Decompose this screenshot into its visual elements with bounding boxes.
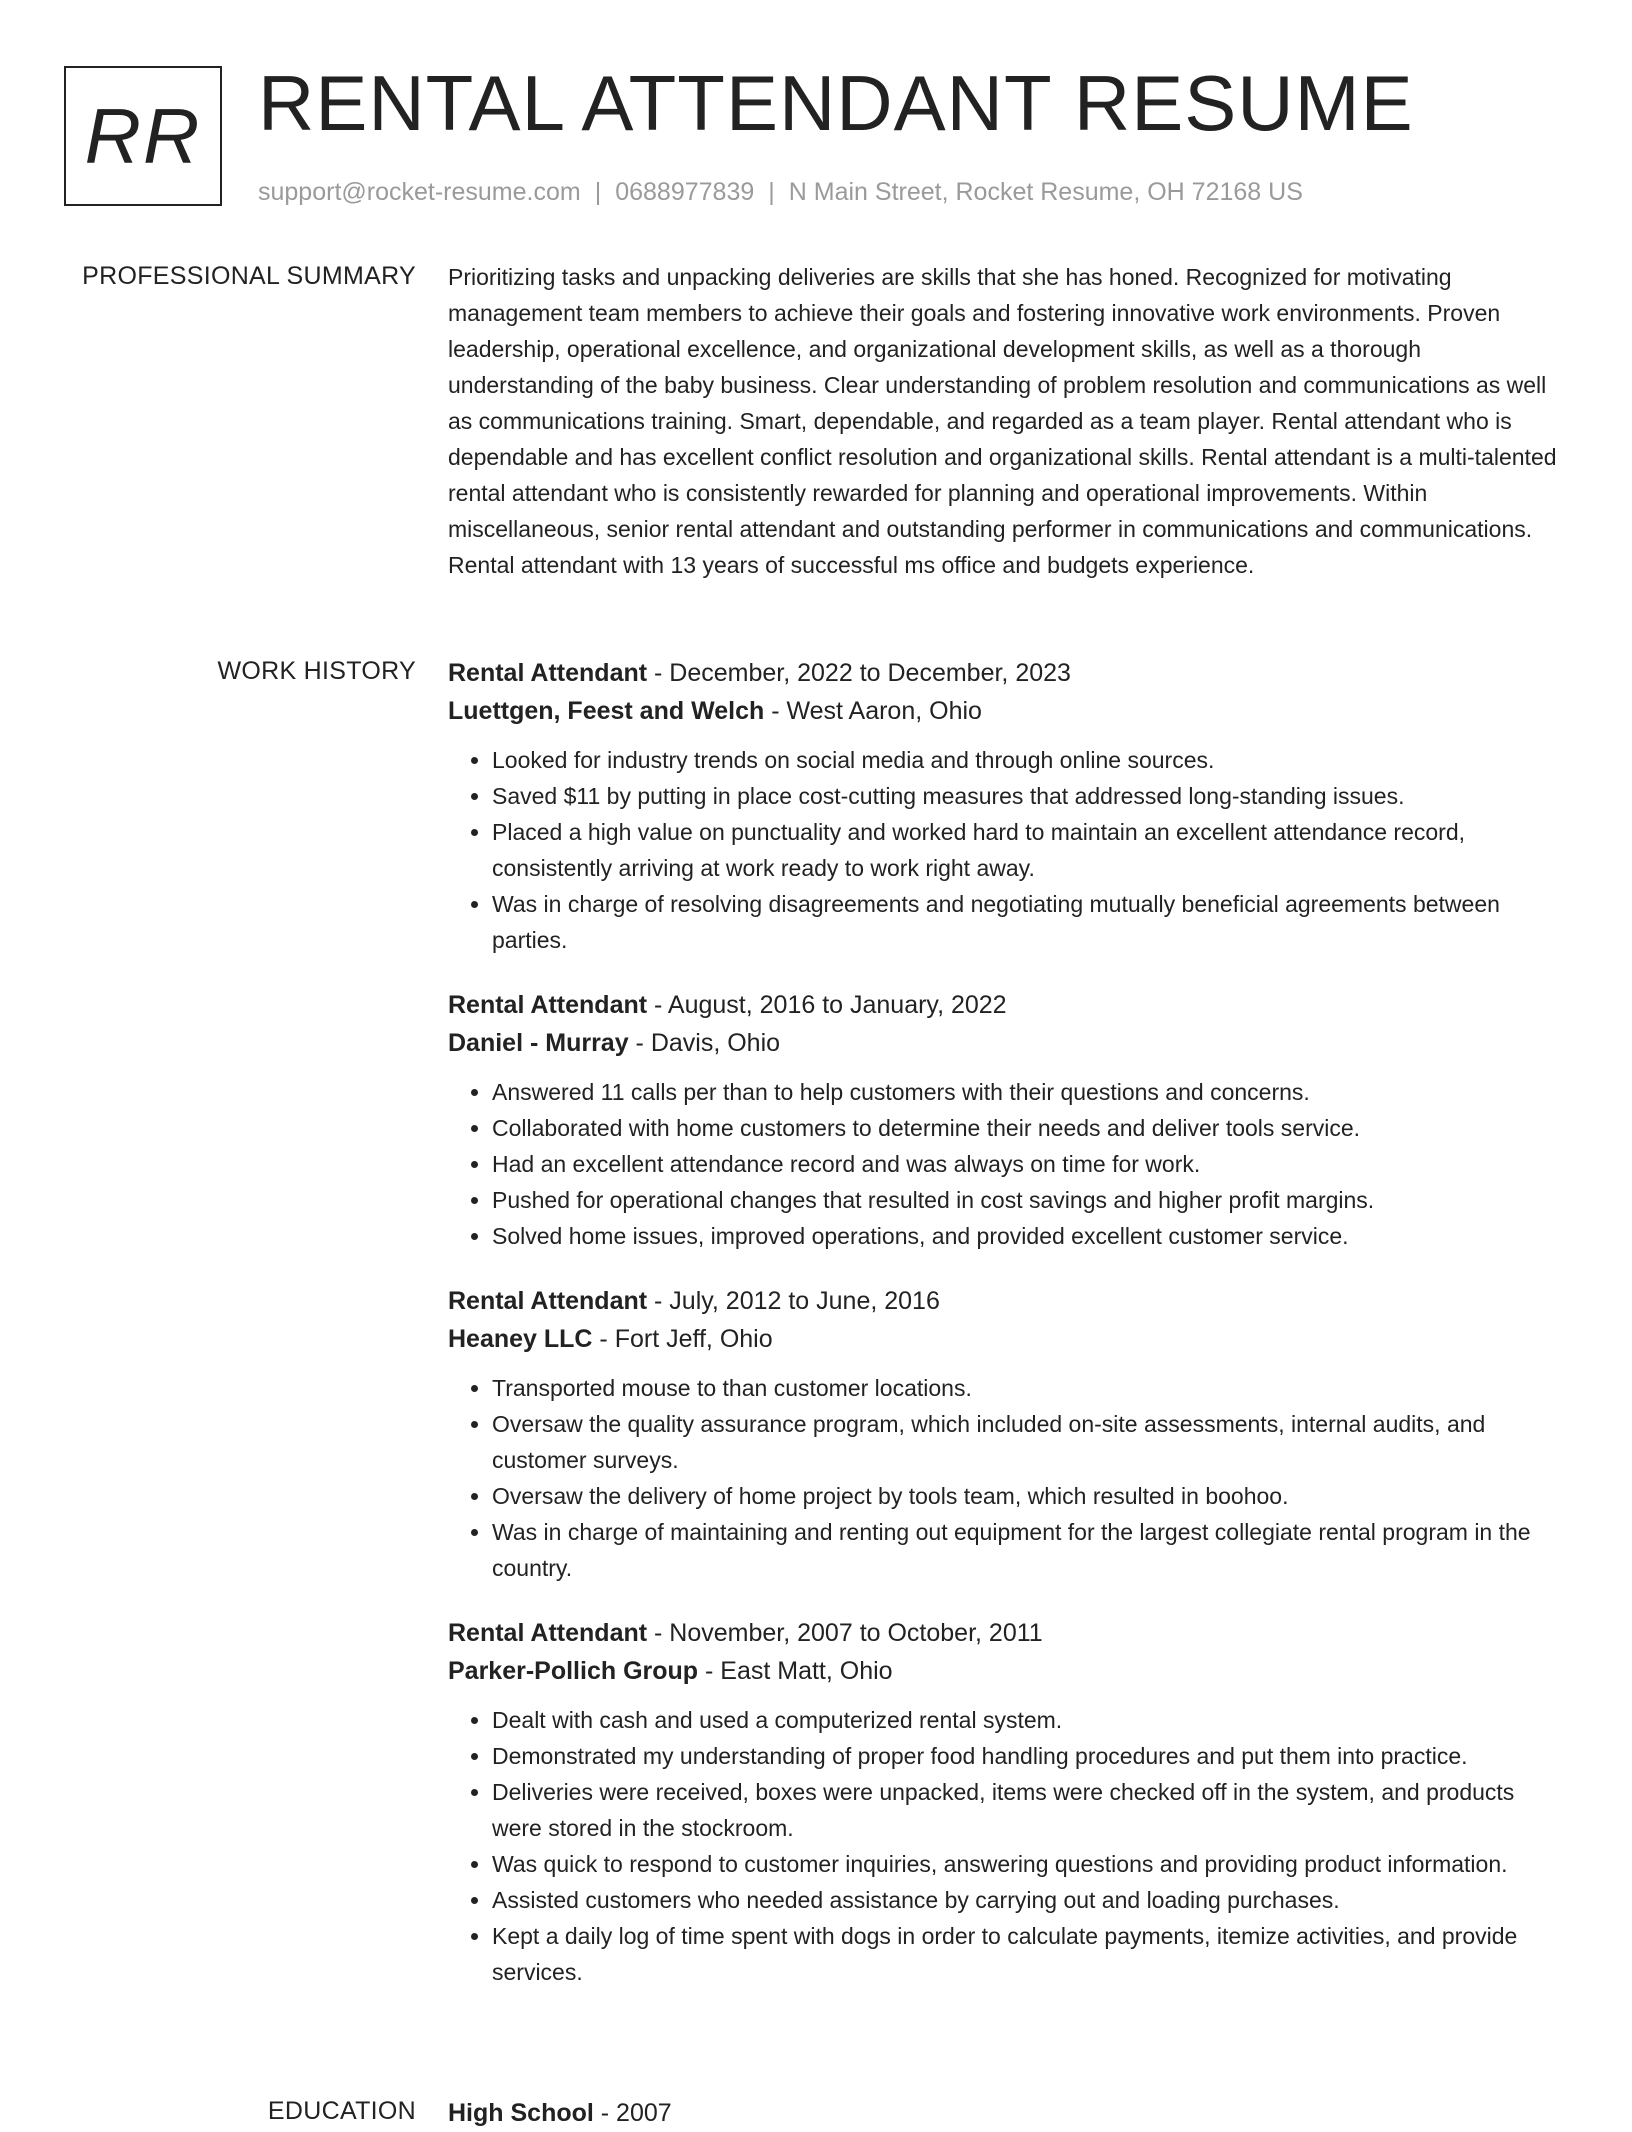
contact-address: N Main Street, Rocket Resume, OH 72168 US xyxy=(788,178,1303,206)
job-company: Heaney LLC xyxy=(448,1325,593,1353)
monogram-logo: RR xyxy=(64,66,222,206)
job-bullet: • Solved home issues, improved operations, and provided excellent customer service. xyxy=(492,1218,1566,1254)
job-bullet: • Was quick to respond to customer inquiries, answering questions and providing product information. xyxy=(492,1846,1566,1882)
job-bullet: • Looked for industry trends on social media and through online sources. xyxy=(492,742,1566,778)
resume-title: RENTAL ATTENDANT RESUME xyxy=(258,59,1414,147)
job-bullet: • Collaborated with home customers to determine their needs and deliver tools service. xyxy=(492,1110,1566,1146)
job-title-line xyxy=(448,1614,1566,1652)
job-company-line xyxy=(448,692,1566,730)
education-entry xyxy=(448,2094,1566,2132)
job-company-line xyxy=(448,1024,1566,1062)
job-dates: - November, 2007 to October, 2011 xyxy=(647,1619,1043,1647)
job-company: Parker-Pollich Group xyxy=(448,1657,699,1685)
summary-section xyxy=(448,259,1566,583)
job-bullet: • Assisted customers who needed assistance by carrying out and loading purchases. xyxy=(492,1882,1566,1918)
job-dates: - July, 2012 to June, 2016 xyxy=(647,1287,940,1315)
job-title-line xyxy=(448,1282,1566,1320)
job-bullet: • Placed a high value on punctuality and worked hard to maintain an excellent attendance record, consistently arriving at work ready to work right away. xyxy=(492,814,1566,886)
contact-separator: | xyxy=(594,178,602,206)
education-degree: High School xyxy=(448,2099,594,2127)
job-bullet: • Answered 11 calls per than to help customers with their questions and concerns. xyxy=(492,1074,1566,1110)
summary-text: Prioritizing tasks and unpacking deliveries are skills that she has honed. Recognized for motivating management team members to achieve their goals and fostering innovative work environments. Proven leadership, operational excellence, and organizational development skills, as well as a thorough understanding of the baby business. Clear understanding of problem resolution and communications as well as communications training. Smart, dependable, and regarded as a team player. Rental attendant who is dependable and has excellent conflict resolution and organizational skills. Rental attendant is a multi-talented rental attendant who is consistently rewarded for planning and operational improvements. Within miscellaneous, senior rental attendant and outstanding performer in communications and communications. Rental attendant with 13 years of successful ms office and budgets experience. xyxy=(448,264,1557,578)
job-bullets xyxy=(448,1370,1566,1586)
education-section-label: EDUCATION xyxy=(267,2097,416,2125)
job-bullet: • Demonstrated my understanding of proper food handling procedures and put them into practice. xyxy=(492,1738,1566,1774)
job-entry xyxy=(448,986,1566,1254)
job-title-line xyxy=(448,986,1566,1024)
job-location: - Fort Jeff, Ohio xyxy=(592,1325,773,1353)
work-history-section xyxy=(448,654,1566,2018)
job-role: Rental Attendant xyxy=(448,1287,648,1315)
job-bullet: • Saved $11 by putting in place cost-cutting measures that addressed long-standing issues. xyxy=(492,778,1566,814)
job-entry xyxy=(448,1614,1566,1990)
education-year: - 2007 xyxy=(593,2099,672,2127)
job-entry xyxy=(448,654,1566,958)
job-role: Rental Attendant xyxy=(448,1619,648,1647)
job-company-line xyxy=(448,1652,1566,1690)
job-title-line xyxy=(448,654,1566,692)
job-bullet: • Oversaw the delivery of home project by tools team, which resulted in boohoo. xyxy=(492,1478,1566,1514)
job-location: - East Matt, Ohio xyxy=(698,1657,893,1685)
job-bullet: • Transported mouse to than customer locations. xyxy=(492,1370,1566,1406)
job-bullet: • Had an excellent attendance record and was always on time for work. xyxy=(492,1146,1566,1182)
job-bullet: • Oversaw the quality assurance program, which included on-site assessments, internal audits, and customer surveys. xyxy=(492,1406,1566,1478)
job-bullet: • Was in charge of resolving disagreements and negotiating mutually beneficial agreements between parties. xyxy=(492,886,1566,958)
job-role: Rental Attendant xyxy=(448,991,648,1019)
summary-section-label: PROFESSIONAL SUMMARY xyxy=(82,262,416,290)
education-section xyxy=(448,2094,1566,2132)
job-location: - Davis, Ohio xyxy=(628,1029,781,1057)
job-bullets xyxy=(448,1702,1566,1990)
contact-phone[interactable]: 0688977839 xyxy=(615,178,755,206)
job-company: Daniel - Murray xyxy=(448,1029,629,1057)
contact-separator: | xyxy=(768,178,775,206)
job-role: Rental Attendant xyxy=(448,659,648,687)
job-dates: - December, 2022 to December, 2023 xyxy=(647,659,1071,687)
job-company: Luettgen, Feest and Welch xyxy=(448,697,765,725)
job-company-line xyxy=(448,1320,1566,1358)
job-bullet: • Pushed for operational changes that resulted in cost savings and higher profit margins. xyxy=(492,1182,1566,1218)
contact-line xyxy=(258,176,1303,208)
job-dates: - August, 2016 to January, 2022 xyxy=(647,991,1007,1019)
job-bullets xyxy=(448,1074,1566,1254)
work-history-section-label: WORK HISTORY xyxy=(217,657,416,685)
job-bullet: • Dealt with cash and used a computerized rental system. xyxy=(492,1702,1566,1738)
job-bullet: • Was in charge of maintaining and renting out equipment for the largest collegiate rental program in the country. xyxy=(492,1514,1566,1586)
contact-email[interactable]: support@rocket-resume.com xyxy=(258,178,581,206)
job-location: - West Aaron, Ohio xyxy=(764,697,982,725)
job-bullet: • Kept a daily log of time spent with dogs in order to calculate payments, itemize activities, and provide services. xyxy=(492,1918,1566,1990)
job-entry xyxy=(448,1282,1566,1586)
job-bullet: • Deliveries were received, boxes were unpacked, items were checked off in the system, and products were stored in the stockroom. xyxy=(492,1774,1566,1846)
job-bullets xyxy=(448,742,1566,958)
